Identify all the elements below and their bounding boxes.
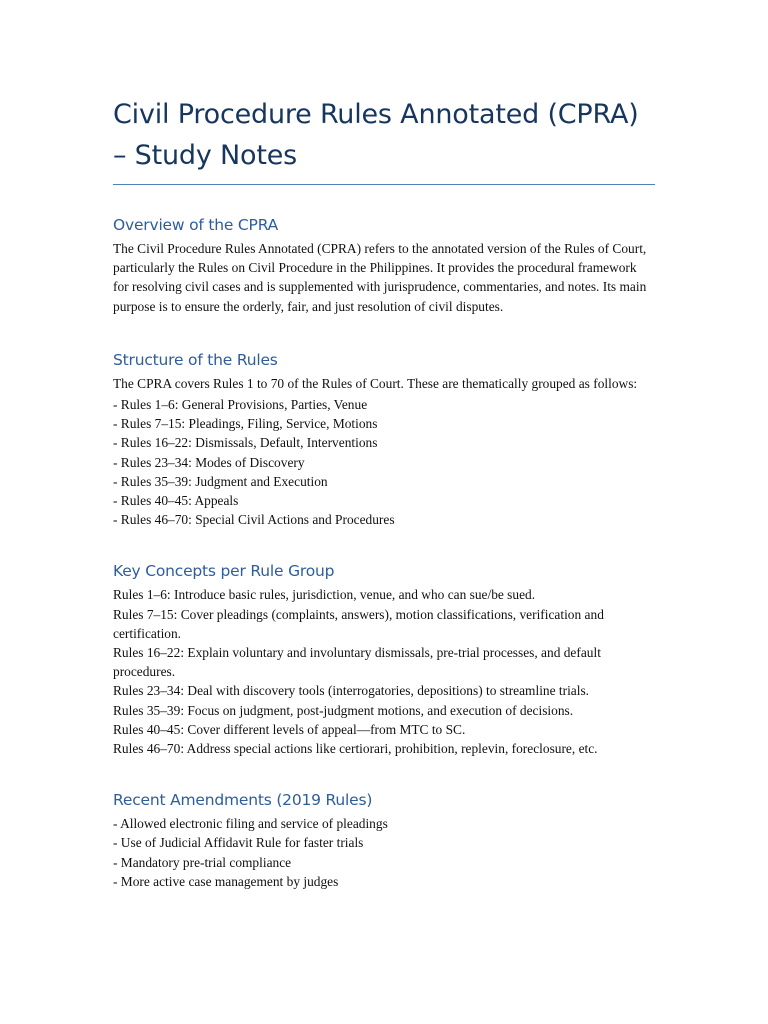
list-item: Rules 7–15: Cover pleadings (complaints, answers), motion classifications, verification and certification.: [113, 606, 604, 641]
list-item: - Rules 7–15: Pleadings, Filing, Service, Motions: [113, 416, 378, 432]
section-overview: [113, 215, 655, 316]
structure-intro: The CPRA covers Rules 1 to 70 of the Rules of Court. These are thematically grouped as follows:: [113, 375, 638, 391]
list-item: - Rules 1–6: General Provisions, Parties, Venue: [113, 397, 368, 413]
section-heading-overview: Overview of the CPRA: [113, 216, 279, 234]
list-item: - Rules 40–45: Appeals: [113, 493, 239, 509]
section-key-concepts: [113, 561, 655, 758]
list-item: Rules 16–22: Explain voluntary and involuntary dismissals, pre-trial processes, and default procedures.: [113, 645, 601, 680]
amendments-list: [113, 814, 655, 891]
list-item: Rules 1–6: Introduce basic rules, jurisdiction, venue, and who can sue/be sued.: [113, 587, 536, 603]
list-item: Rules 40–45: Cover different levels of appeal—from MTC to SC.: [113, 721, 466, 737]
list-item: - Rules 16–22: Dismissals, Default, Interventions: [113, 435, 378, 451]
section-structure: [113, 350, 655, 530]
document-page: [113, 94, 655, 891]
list-item: Rules 23–34: Deal with discovery tools (interrogatories, depositions) to streamline trials.: [113, 683, 590, 699]
section-recent-amendments: [113, 790, 655, 891]
list-item: - Rules 35–39: Judgment and Execution: [113, 473, 328, 489]
document-title: Civil Procedure Rules Annotated (CPRA) – Study Notes: [113, 99, 639, 171]
list-item: - More active case management by judges: [113, 873, 339, 889]
section-heading-recent-amendments: Recent Amendments (2019 Rules): [113, 791, 373, 810]
title-divider: [113, 184, 655, 185]
list-item: - Rules 23–34: Modes of Discovery: [113, 454, 305, 470]
section-heading-key-concepts: Key Concepts per Rule Group: [113, 562, 335, 581]
structure-list: [113, 395, 655, 529]
list-item: - Use of Judicial Affidavit Rule for faster trials: [113, 835, 364, 851]
list-item: Rules 46–70: Address special actions like certiorari, prohibition, replevin, foreclosure, etc.: [113, 741, 598, 757]
list-item: - Allowed electronic filing and service of pleadings: [113, 816, 388, 832]
list-item: - Rules 46–70: Special Civil Actions and Procedures: [113, 512, 395, 528]
overview-paragraph: The Civil Procedure Rules Annotated (CPRA) refers to the annotated version of the Rules of Court, particularly the Rules on Civil Procedure in the Philippines. It provides the procedural framework for resolving civil cases and is supplemented with jurisprudence, commentaries, and notes. Its main purpose is to ensure the orderly, fair, and just resolution of civil disputes.: [113, 241, 647, 314]
section-heading-structure: Structure of the Rules: [113, 350, 278, 369]
list-item: Rules 35–39: Focus on judgment, post-judgment motions, and execution of decisions.: [113, 702, 574, 718]
concepts-list: [113, 585, 655, 758]
list-item: - Mandatory pre-trial compliance: [113, 854, 292, 870]
